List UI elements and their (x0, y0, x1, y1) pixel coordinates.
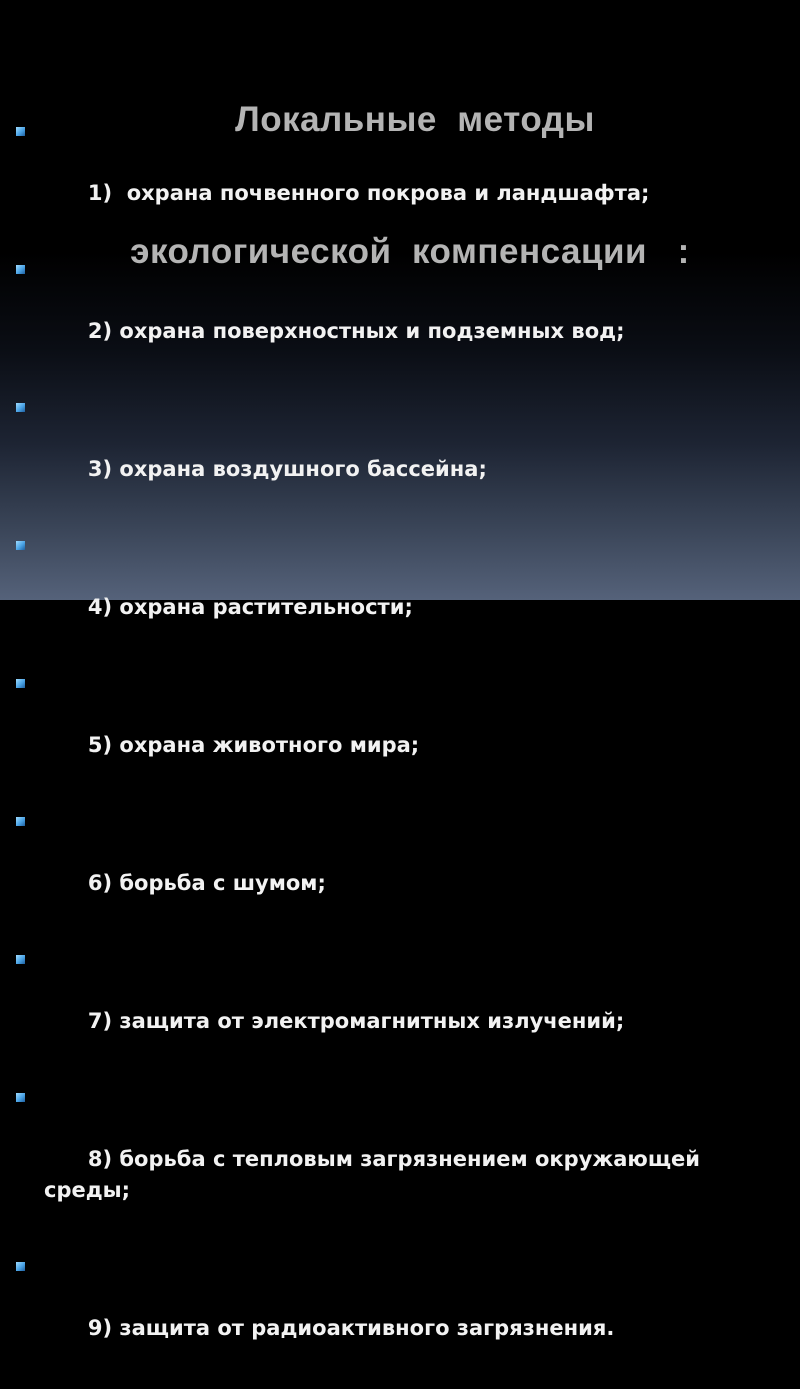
list-item (14, 1251, 784, 1375)
square-bullet-icon (16, 127, 25, 136)
square-bullet-icon (16, 541, 25, 550)
list-item-text: 4) охрана растительности; (87, 595, 413, 619)
list-item-text: 2) охрана поверхностных и подземных вод; (87, 319, 625, 343)
square-bullet-icon (16, 955, 25, 964)
title-line-2: экологической компенсации : (130, 232, 690, 271)
list-item-text: 7) защита от электромагнитных излучений; (87, 1009, 625, 1033)
list-item-text: 9) защита от радиоактивного загрязнения. (87, 1316, 615, 1340)
list-item-text: 8) борьба с тепловым загрязнением окружающей среды; (44, 1147, 708, 1202)
list-item-text: 3) охрана воздушного бассейна; (87, 457, 487, 481)
title-line-1: Локальные методы (235, 100, 595, 139)
list-item (14, 668, 784, 792)
list-item-text: 6) борьба с шумом; (87, 871, 326, 895)
square-bullet-icon (16, 265, 25, 274)
square-bullet-icon (16, 403, 25, 412)
list-item (14, 1082, 784, 1237)
list-item (14, 254, 784, 378)
list-item (14, 392, 784, 516)
square-bullet-icon (16, 679, 25, 688)
list-item-text: 1) охрана почвенного покрова и ландшафта; (87, 181, 650, 205)
list-item (14, 116, 784, 240)
list-item (14, 806, 784, 930)
square-bullet-icon (16, 817, 25, 826)
square-bullet-icon (16, 1093, 25, 1102)
list-item (14, 944, 784, 1068)
bullet-list (14, 116, 784, 1389)
list-item-text: 5) охрана животного мира; (87, 733, 420, 757)
list-item (14, 530, 784, 654)
square-bullet-icon (16, 1262, 25, 1271)
